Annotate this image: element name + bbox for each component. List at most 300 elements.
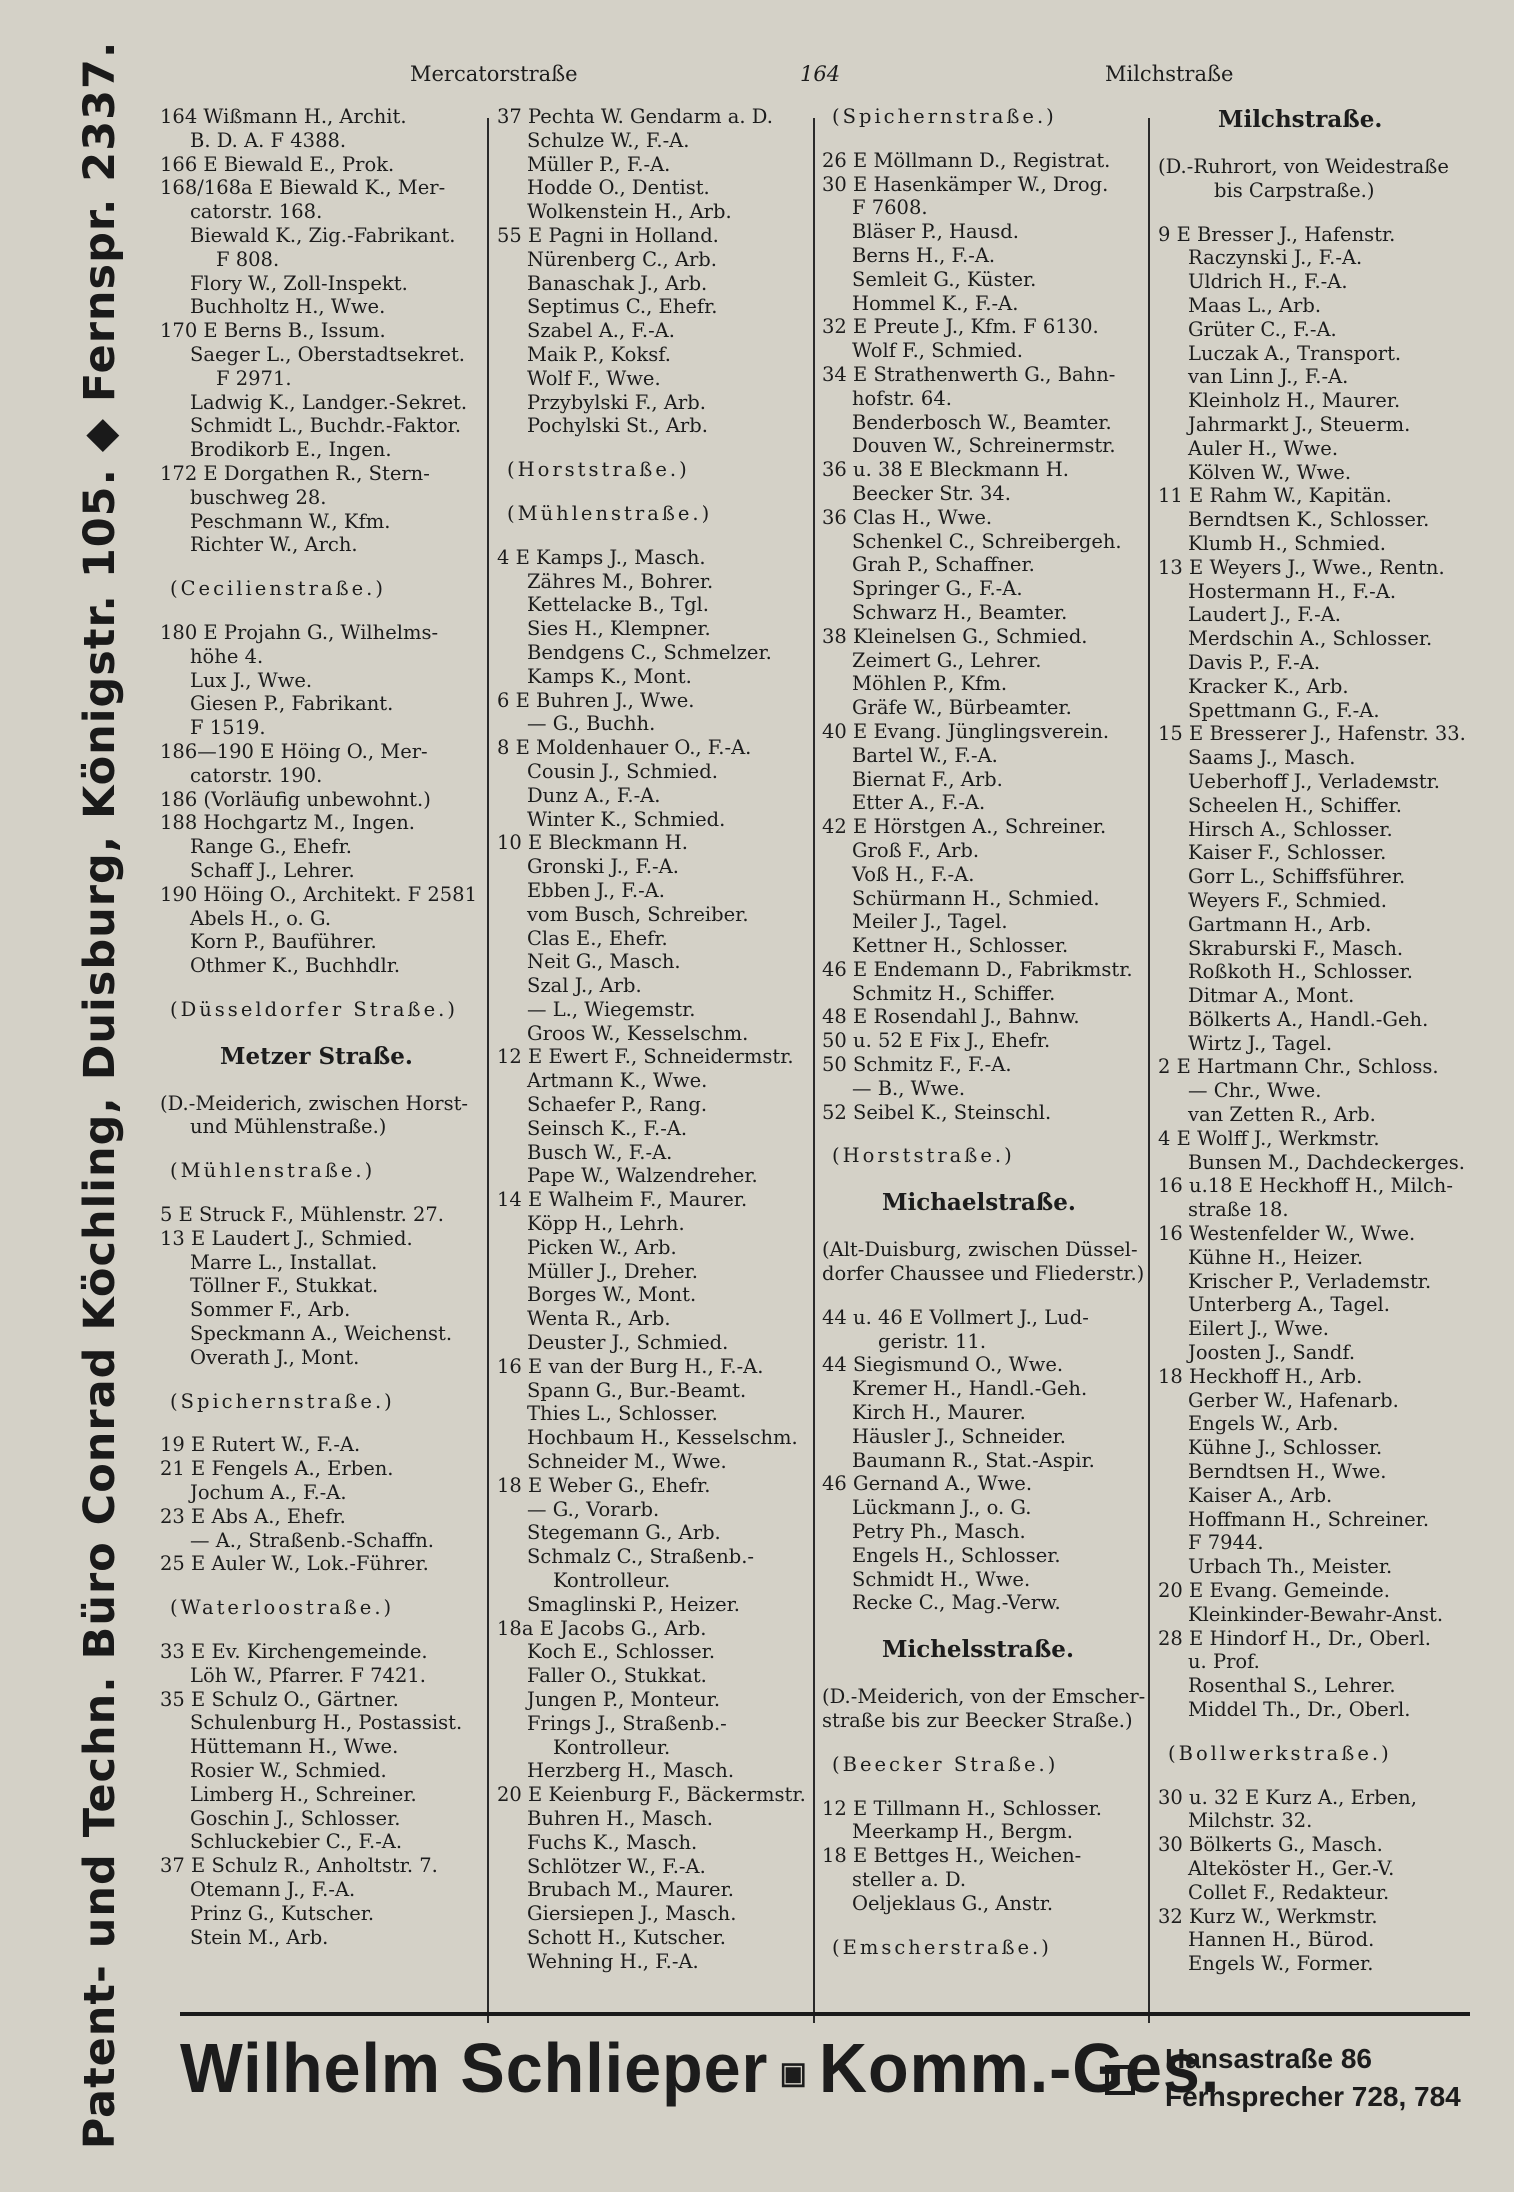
spacer [497,482,827,502]
directory-entry: Hüttemann H., Wwe. [190,1735,399,1759]
directory-entry: Hannen H., Bürod. [1188,1928,1375,1952]
street-heading: Metzer Straße. [220,1042,413,1070]
directory-entry: 18a E Jacobs G., Arb. [497,1616,707,1640]
directory-entry: geristr. 11. [878,1329,987,1353]
company-name: Wilhelm Schlieper [180,2029,769,2107]
directory-entry: Beecker Str. 34. [852,481,1011,505]
directory-entry: Collet F., Redakteur. [1188,1880,1390,1904]
directory-entry: Bölkerts A., Handl.-Geh. [1188,1007,1429,1031]
directory-entry: Petry Ph., Masch. [852,1520,1026,1544]
directory-entry: 186 (Vorläufig unbewohnt.) [160,787,431,811]
spacer [822,1218,1152,1238]
directory-entry: Kontrolleur. [553,1569,671,1593]
directory-entry: — L., Wiegemstr. [527,997,696,1021]
directory-entry: 38 Kleinelsen G., Schmied. [822,624,1088,648]
directory-entry: Hodde O., Dentist. [527,176,710,200]
directory-entry: Fuchs K., Masch. [527,1830,698,1854]
directory-entry: Deuster J., Schmied. [527,1331,729,1355]
footer-rule [180,2012,1470,2016]
directory-entry: — G., Vorarb. [527,1497,660,1521]
spacer [822,1733,1152,1753]
cross-street-marker: (Mühlenstraße.) [507,501,713,525]
directory-entry: — G., Buchh. [527,712,656,736]
directory-entry: Septimus C., Ehefr. [527,295,718,319]
directory-entry: 30 Bölkerts G., Masch. [1158,1833,1383,1857]
directory-entry: Springer G., F.-A. [852,577,1023,601]
directory-entry: Spettmann G., F.-A. [1188,698,1380,722]
directory-column-2 [497,105,827,1974]
page-number: 164 [800,62,841,86]
directory-entry: 2 E Hartmann Chr., Schloss. [1158,1055,1439,1079]
directory-entry: Wolf F., Wwe. [527,366,661,390]
directory-entry: 13 E Laudert J., Schmied. [160,1226,413,1250]
directory-entry: Kirch H., Maurer. [852,1401,1026,1425]
directory-entry: Wolf F., Schmied. [852,339,1023,363]
directory-entry: Smaglinski P., Heizer. [527,1592,740,1616]
directory-entry: Merdschin A., Schlosser. [1188,627,1433,651]
directory-entry: Löh W., Pfarrer. F 7421. [190,1663,426,1687]
directory-entry: catorstr. 190. [190,763,323,787]
cross-street-marker: (Bollwerkstraße.) [1168,1741,1392,1765]
directory-entry: Kontrolleur. [553,1735,671,1759]
directory-entry: — B., Wwe. [852,1076,966,1100]
spacer [160,1139,490,1159]
directory-entry: (D.-Meiderich, von der Emscher- [822,1685,1146,1709]
directory-entry: Schmalz C., Straßenb.- [527,1545,755,1569]
directory-entry: Schwarz H., Beamter. [852,600,1068,624]
directory-entry: (Alt-Duisburg, zwischen Düssel- [822,1238,1138,1262]
directory-entry: Abels H., o. G. [190,906,332,930]
spacer [822,1916,1152,1936]
directory-entry: Schott H., Kutscher. [527,1925,726,1949]
directory-entry: 32 E Preute J., Kfm. F 6130. [822,315,1099,339]
directory-entry: Wirtz J., Tagel. [1188,1031,1333,1055]
directory-entry: Picken W., Arb. [527,1235,677,1259]
directory-entry: Banaschak J., Arb. [527,271,708,295]
directory-entry: Berndtsen K., Schlosser. [1188,508,1430,532]
square-ornament-icon [1105,2065,1135,2095]
spacer [160,1370,490,1390]
spacer [822,1665,1152,1685]
directory-entry: Krischer P., Verlademstr. [1188,1269,1432,1293]
directory-entry: Zeimert G., Lehrer. [852,648,1042,672]
cross-street-marker: (Horststraße.) [507,458,690,482]
directory-entry: 37 E Schulz R., Anholtstr. 7. [160,1854,438,1878]
directory-entry: dorfer Chaussee und Fliederstr.) [822,1262,1145,1286]
directory-entry: Auler H., Wwe. [1188,436,1339,460]
directory-entry: 6 E Buhren J., Wwe. [497,688,695,712]
directory-entry: Jungen P., Monteur. [527,1688,721,1711]
directory-entry: hofstr. 64. [852,386,952,410]
directory-entry: Kölven W., Wwe. [1188,460,1352,484]
directory-entry: 25 E Auler W., Lok.-Führer. [160,1552,429,1576]
directory-entry: 30 E Hasenkämper W., Drog. [822,172,1109,196]
directory-entry: Milchstr. 32. [1188,1809,1313,1833]
directory-entry: Kettner H., Schlosser. [852,934,1069,958]
directory-entry: Jahrmarkt J., Steuerm. [1188,412,1411,436]
directory-entry: Eilert J., Wwe. [1188,1317,1329,1341]
directory-entry: F 2971. [216,366,292,390]
directory-entry: Schlötzer W., F.-A. [527,1854,706,1878]
directory-entry: 11 E Rahm W., Kapitän. [1158,484,1392,508]
directory-entry: Berndtsen H., Wwe. [1188,1460,1387,1484]
header-left-street: Mercatorstraße [410,62,578,86]
directory-entry: Gronski J., F.-A. [527,855,679,879]
directory-entry: Dunz A., F.-A. [527,783,661,807]
spacer [160,601,490,621]
directory-entry: 16 u.18 E Heckhoff H., Milch- [1158,1174,1453,1198]
directory-entry: Hommel K., F.-A. [852,291,1019,315]
directory-entry: Overath J., Mont. [190,1345,360,1369]
cross-street-marker: (Spichernstraße.) [832,105,1057,128]
directory-entry: 44 u. 46 E Vollmert J., Lud- [822,1305,1089,1329]
sidebar-advertisement: Patent- und Techn. Büro Conrad Köchling, Duisburg, Königstr. 105. ◆ Fernspr. 2337. [75,40,125,2150]
directory-entry: höhe 4. [190,644,264,668]
directory-entry: Schluckebier C., F.-A. [190,1830,403,1854]
directory-entry: Sommer F., Arb. [190,1298,351,1322]
directory-entry: 36 Clas H., Wwe. [822,505,993,529]
cross-street-marker: (Spichernstraße.) [170,1389,395,1413]
spacer [497,438,827,458]
directory-entry: 26 E Möllmann D., Registrat. [822,148,1111,172]
directory-entry: 4 E Wolff J., Werkmstr. [1158,1126,1380,1150]
spacer [160,1072,490,1092]
cross-street-marker: (Emscherstraße.) [832,1935,1052,1959]
street-heading: Michelsstraße. [882,1636,1074,1664]
directory-entry: Gräfe W., Bürbeamter. [852,696,1072,720]
footer-contact [1165,2040,1461,2116]
directory-entry: Meerkamp H., Bergm. [852,1820,1073,1844]
directory-entry: Schaff J., Lehrer. [190,858,355,882]
directory-entry: Oeljeklaus G., Anstr. [852,1891,1054,1915]
directory-entry: Kühne H., Heizer. [1188,1245,1364,1269]
directory-entry: Köpp H., Lehrh. [527,1212,685,1236]
directory-entry: Seinsch K., F.-A. [527,1116,688,1140]
directory-entry: vom Busch, Schreiber. [527,902,749,926]
directory-entry: Spann G., Bur.-Beamt. [527,1378,747,1402]
directory-entry: F 1519. [190,716,266,740]
footer-advertisement [180,2020,1480,2120]
spacer [1158,1722,1503,1742]
directory-entry: Kühne J., Schlosser. [1188,1436,1383,1460]
directory-entry: Roßkoth H., Schlosser. [1188,960,1413,984]
header-right-street: Milchstraße [1105,62,1234,86]
spacer [497,526,827,546]
directory-entry: Schaefer P., Rang. [527,1093,708,1117]
directory-entry: 19 E Rutert W., F.-A. [160,1433,361,1457]
directory-entry: Kettelacke B., Tgl. [527,593,709,617]
directory-entry: Ladwig K., Landger.-Sekret. [190,390,468,414]
directory-entry: Töllner F., Stukkat. [190,1274,379,1298]
directory-entry: Berns H., F.-A. [852,243,996,267]
directory-entry: 46 E Endemann D., Fabrikmstr. [822,957,1133,981]
directory-entry: Schulenburg H., Postassist. [190,1711,463,1735]
directory-entry: 32 Kurz W., Werkmstr. [1158,1904,1378,1928]
directory-entry: 8 E Moldenhauer O., F.-A. [497,736,752,760]
directory-entry: Richter W., Arch. [190,533,358,557]
directory-entry: Othmer K., Buchhdlr. [190,954,401,978]
directory-entry: Scheelen H., Schiffer. [1188,793,1402,817]
directory-entry: Luczak A., Transport. [1188,341,1402,365]
directory-entry: Schmitz H., Schiffer. [852,981,1056,1005]
directory-entry: Uldrich H., F.-A. [1188,270,1348,294]
directory-entry: Etter A., F.-A. [852,791,986,815]
directory-entry: 37 Pechta W. Gendarm a. D. [497,105,773,128]
directory-entry: 20 E Evang. Gemeinde. [1158,1579,1390,1603]
directory-entry: Otemann J., F.-A. [190,1878,356,1901]
directory-entry: 15 E Bresserer J., Hafenstr. 33. [1158,722,1466,746]
directory-entry: Urbach Th., Meister. [1188,1555,1393,1579]
directory-entry: Biewald K., Zig.-Fabrikant. [190,223,456,247]
spacer [160,557,490,577]
directory-entry: Bunsen M., Dachdeckerges. [1188,1150,1465,1174]
directory-entry: Bartel W., F.-A. [852,743,998,767]
directory-entry: Müller P., F.-A. [527,152,671,176]
directory-entry: Buchholtz H., Wwe. [190,295,386,319]
directory-entry: Peschmann W., Kfm. [190,509,391,533]
directory-entry: 21 E Fengels A., Erben. [160,1457,394,1481]
directory-entry: Alteköster H., Ger.-V. [1188,1856,1395,1880]
directory-entry: Maas L., Arb. [1188,293,1322,317]
directory-entry: 186—190 E Höing O., Mer- [160,739,428,763]
directory-entry: 50 u. 52 E Fix J., Ehefr. [822,1029,1051,1053]
directory-entry: Ueberhoff J., Verladeмstr. [1188,769,1440,793]
spacer [160,1183,490,1203]
spacer [822,1615,1152,1635]
directory-entry: Przybylski F., Arb. [527,390,706,414]
directory-entry: Ditmar A., Mont. [1188,984,1355,1008]
directory-entry: Schmidt L., Buchdr.-Faktor. [190,414,462,438]
directory-entry: F 7608. [852,196,928,220]
company-form: Komm.-Ges. [819,2029,1221,2107]
directory-entry: 44 Siegismund O., Wwe. [822,1353,1064,1377]
directory-entry: Pape W., Walzendreher. [527,1164,758,1188]
directory-entry: Schmidt H., Wwe. [852,1567,1031,1591]
directory-entry: Saams J., Masch. [1188,746,1356,770]
directory-entry: 40 E Evang. Jünglingsverein. [822,719,1110,743]
directory-entry: 28 E Hindorf H., Dr., Oberl. [1158,1626,1431,1650]
directory-entry: Schulze W., F.-A. [527,128,690,152]
directory-entry: — Chr., Wwe. [1188,1079,1322,1103]
directory-entry: 166 E Biewald E., Prok. [160,152,395,176]
directory-entry: Joosten J., Sandf. [1188,1341,1356,1365]
directory-entry: Engels H., Schlosser. [852,1543,1061,1567]
directory-entry: Kremer H., Handl.-Geh. [852,1377,1088,1401]
directory-entry: 46 Gernand A., Wwe. [822,1472,1033,1496]
directory-entry: 9 E Bresser J., Hafenstr. [1158,222,1396,246]
directory-entry: 164 Wißmann H., Archit. [160,105,407,128]
directory-entry: 170 E Berns B., Issum. [160,319,386,343]
directory-entry: Rosenthal S., Lehrer. [1188,1674,1396,1698]
directory-entry: Sies H., Klempner. [527,617,711,641]
directory-entry: 12 E Ewert F., Schneidermstr. [497,1045,794,1069]
cross-street-marker: (Mühlenstraße.) [170,1159,376,1183]
directory-entry: und Mühlenstraße.) [190,1115,387,1139]
directory-entry: Unterberg A., Tagel. [1188,1293,1390,1317]
directory-entry: 34 E Strathenwerth G., Bahn- [822,362,1116,386]
spacer [1158,203,1503,223]
directory-entry: Borges W., Mont. [527,1283,697,1307]
directory-entry: Laudert J., F.-A. [1188,603,1341,627]
directory-entry: Thies L., Schlosser. [527,1402,718,1426]
directory-column-3 [822,105,1152,1959]
directory-entry: 12 E Tillmann H., Schlosser. [822,1796,1102,1820]
directory-entry: (D.-Ruhrort, von Weidestraße [1158,155,1449,178]
directory-entry: Bendgens C., Schmelzer. [527,640,772,664]
directory-entry: Biernat F., Arb. [852,767,1003,791]
cross-street-marker: (Waterloostraße.) [170,1596,395,1620]
directory-entry: (D.-Meiderich, zwischen Horst- [160,1091,469,1115]
directory-entry: 10 E Bleckmann H. [497,831,688,855]
directory-entry: F 7944. [1188,1531,1264,1555]
directory-entry: Gartmann H., Arb. [1188,912,1372,936]
directory-entry: Lückmann J., o. G. [852,1496,1032,1520]
directory-entry: Bläser P., Hausd. [852,220,1019,244]
directory-entry: Brodikorb E., Ingen. [190,438,392,462]
directory-entry: Douven W., Schreinermstr. [852,434,1116,458]
directory-entry: 36 u. 38 E Bleckmann H. [822,458,1069,482]
directory-entry: 18 E Weber G., Ehefr. [497,1473,711,1497]
directory-entry: Hirsch A., Schlosser. [1188,817,1393,841]
directory-entry: 20 E Keienburg F., Bäckermstr. [497,1783,806,1807]
page-header [395,62,1295,92]
directory-entry: Groos W., Kesselschm. [527,1021,749,1045]
directory-entry: Maik P., Koksf. [527,342,671,366]
directory-entry: Pochylski St., Arb. [527,414,708,438]
directory-entry: Wehning H., F.-A. [527,1949,699,1973]
directory-entry: Groß F., Arb. [852,838,980,862]
directory-entry: Gorr L., Schiffsführer. [1188,865,1406,889]
directory-entry: Kleinkinder-Bewahr-Anst. [1188,1602,1444,1626]
directory-entry: Kaiser A., Arb. [1188,1483,1333,1507]
cross-street-marker: (Beecker Straße.) [832,1752,1059,1776]
cross-street-marker: (Düsseldorfer Straße.) [170,997,458,1021]
directory-entry: Engels W., Arb. [1188,1412,1339,1436]
directory-entry: Stegemann G., Arb. [527,1521,721,1545]
spacer [822,129,1152,149]
directory-entry: Ebben J., F.-A. [527,878,665,902]
cross-street-marker: (Cecilienstraße.) [170,577,386,601]
spacer [822,1777,1152,1797]
directory-column-1 [160,105,490,1949]
spacer [160,1022,490,1042]
directory-entry: Weyers F., Schmied. [1188,888,1387,912]
directory-entry: van Zetten R., Arb. [1188,1103,1376,1127]
directory-entry: Kaiser F., Schlosser. [1188,841,1387,865]
directory-entry: Kamps K., Mont. [527,664,692,688]
directory-entry: F 808. [216,247,280,271]
directory-entry: Kracker K., Arb. [1188,674,1349,698]
directory-entry: Goschin J., Schlosser. [190,1806,401,1830]
directory-entry: buschweg 28. [190,485,327,509]
directory-entry: 190 Höing O., Architekt. F 2581 [160,882,477,906]
street-heading: Milchstraße. [1218,106,1383,133]
directory-entry: catorstr. 168. [190,200,323,224]
directory-entry: — A., Straßenb.-Schaffn. [190,1528,434,1552]
directory-entry: Hoffmann H., Schreiner. [1188,1507,1430,1531]
footer-phone: Fernsprecher 728, 784 [1165,2081,1461,2112]
spacer [1158,135,1503,155]
directory-entry: Benderbosch W., Beamter. [852,410,1112,434]
directory-entry: Frings J., Straßenb.- [527,1711,727,1735]
directory-entry: Schürmann H., Schmied. [852,886,1100,910]
directory-entry: van Linn J., F.-A. [1188,365,1349,389]
directory-entry: 50 Schmitz F., F.-A. [822,1053,1012,1077]
directory-entry: Stein M., Arb. [190,1925,329,1949]
directory-entry: Engels W., Former. [1188,1952,1374,1976]
spacer [160,1620,490,1640]
directory-entry: steller a. D. [852,1868,967,1891]
directory-entry: 48 E Rosendahl J., Bahnw. [822,1005,1080,1029]
directory-entry: 4 E Kamps J., Masch. [497,545,706,569]
directory-entry: Busch W., F.-A. [527,1140,673,1164]
directory-entry: 55 E Pagni in Holland. [497,223,719,247]
directory-entry: Zähres M., Bohrer. [527,569,714,593]
square-bullet-icon: ▣ [779,2057,808,2091]
directory-entry: Buhren H., Masch. [527,1806,713,1830]
directory-entry: 14 E Walheim F., Maurer. [497,1188,748,1212]
spacer [822,1286,1152,1306]
street-heading: Michaelstraße. [882,1189,1076,1217]
directory-entry: 172 E Dorgathen R., Stern- [160,461,430,485]
directory-entry: 18 E Bettges H., Weichen- [822,1844,1082,1868]
directory-entry: Artmann K., Wwe. [527,1069,708,1093]
directory-entry: Saeger L., Oberstadtsekret. [190,342,465,366]
directory-entry: Grüter C., F.-A. [1188,317,1337,341]
directory-entry: Meiler J., Tagel. [852,910,1008,934]
directory-entry: Korn P., Bauführer. [190,930,377,954]
directory-entry: u. Prof. [1188,1650,1260,1674]
directory-entry: Winter K., Schmied. [527,807,726,831]
directory-entry: Szabel A., F.-A. [527,319,675,343]
directory-entry: 23 E Abs A., Ehefr. [160,1504,346,1528]
directory-entry: Cousin J., Schmied. [527,759,718,783]
directory-entry: Semleit G., Küster. [852,267,1037,291]
spacer [822,1124,1152,1144]
directory-entry: Limberg H., Schreiner. [190,1782,417,1806]
directory-entry: Gerber W., Hafenarb. [1188,1388,1399,1412]
spacer [160,1576,490,1596]
directory-entry: bis Carpstraße.) [1214,178,1375,202]
cross-street-marker: (Horststraße.) [832,1144,1015,1168]
directory-entry: 35 E Schulz O., Gärtner. [160,1687,399,1711]
directory-entry: Szal J., Arb. [527,974,642,998]
directory-entry: 16 E van der Burg H., F.-A. [497,1354,764,1378]
directory-entry: Brubach M., Maurer. [527,1878,734,1902]
directory-entry: Range G., Ehefr. [190,835,352,859]
directory-entry: 5 E Struck F., Mühlenstr. 27. [160,1203,444,1227]
directory-entry: Neit G., Masch. [527,950,681,974]
directory-entry: 30 u. 32 E Kurz A., Erben, [1158,1785,1417,1809]
directory-entry: Baumann R., Stat.-Aspir. [852,1448,1095,1472]
directory-entry: Koch E., Schlosser. [527,1640,716,1664]
directory-entry: 33 E Ev. Kirchengemeinde. [160,1640,428,1664]
directory-entry: Möhlen P., Kfm. [852,672,1008,696]
directory-entry: Davis P., F.-A. [1188,650,1321,674]
directory-entry: Giesen P., Fabrikant. [190,692,394,716]
spacer [160,978,490,998]
directory-entry: Schneider M., Wwe. [527,1450,727,1474]
directory-entry: Grah P., Schaffner. [852,553,1035,577]
directory-entry: straße bis zur Beecker Straße.) [822,1709,1133,1733]
directory-entry: Kleinholz H., Maurer. [1188,389,1401,413]
directory-entry: straße 18. [1188,1198,1289,1222]
directory-entry: Hochbaum H., Kesselschm. [527,1426,798,1450]
directory-entry: 18 Heckhoff H., Arb. [1158,1364,1363,1388]
directory-entry: Clas E., Ehefr. [527,926,668,950]
directory-entry: Marre L., Installat. [190,1250,378,1274]
directory-entry: Voß H., F.-A. [852,862,975,886]
